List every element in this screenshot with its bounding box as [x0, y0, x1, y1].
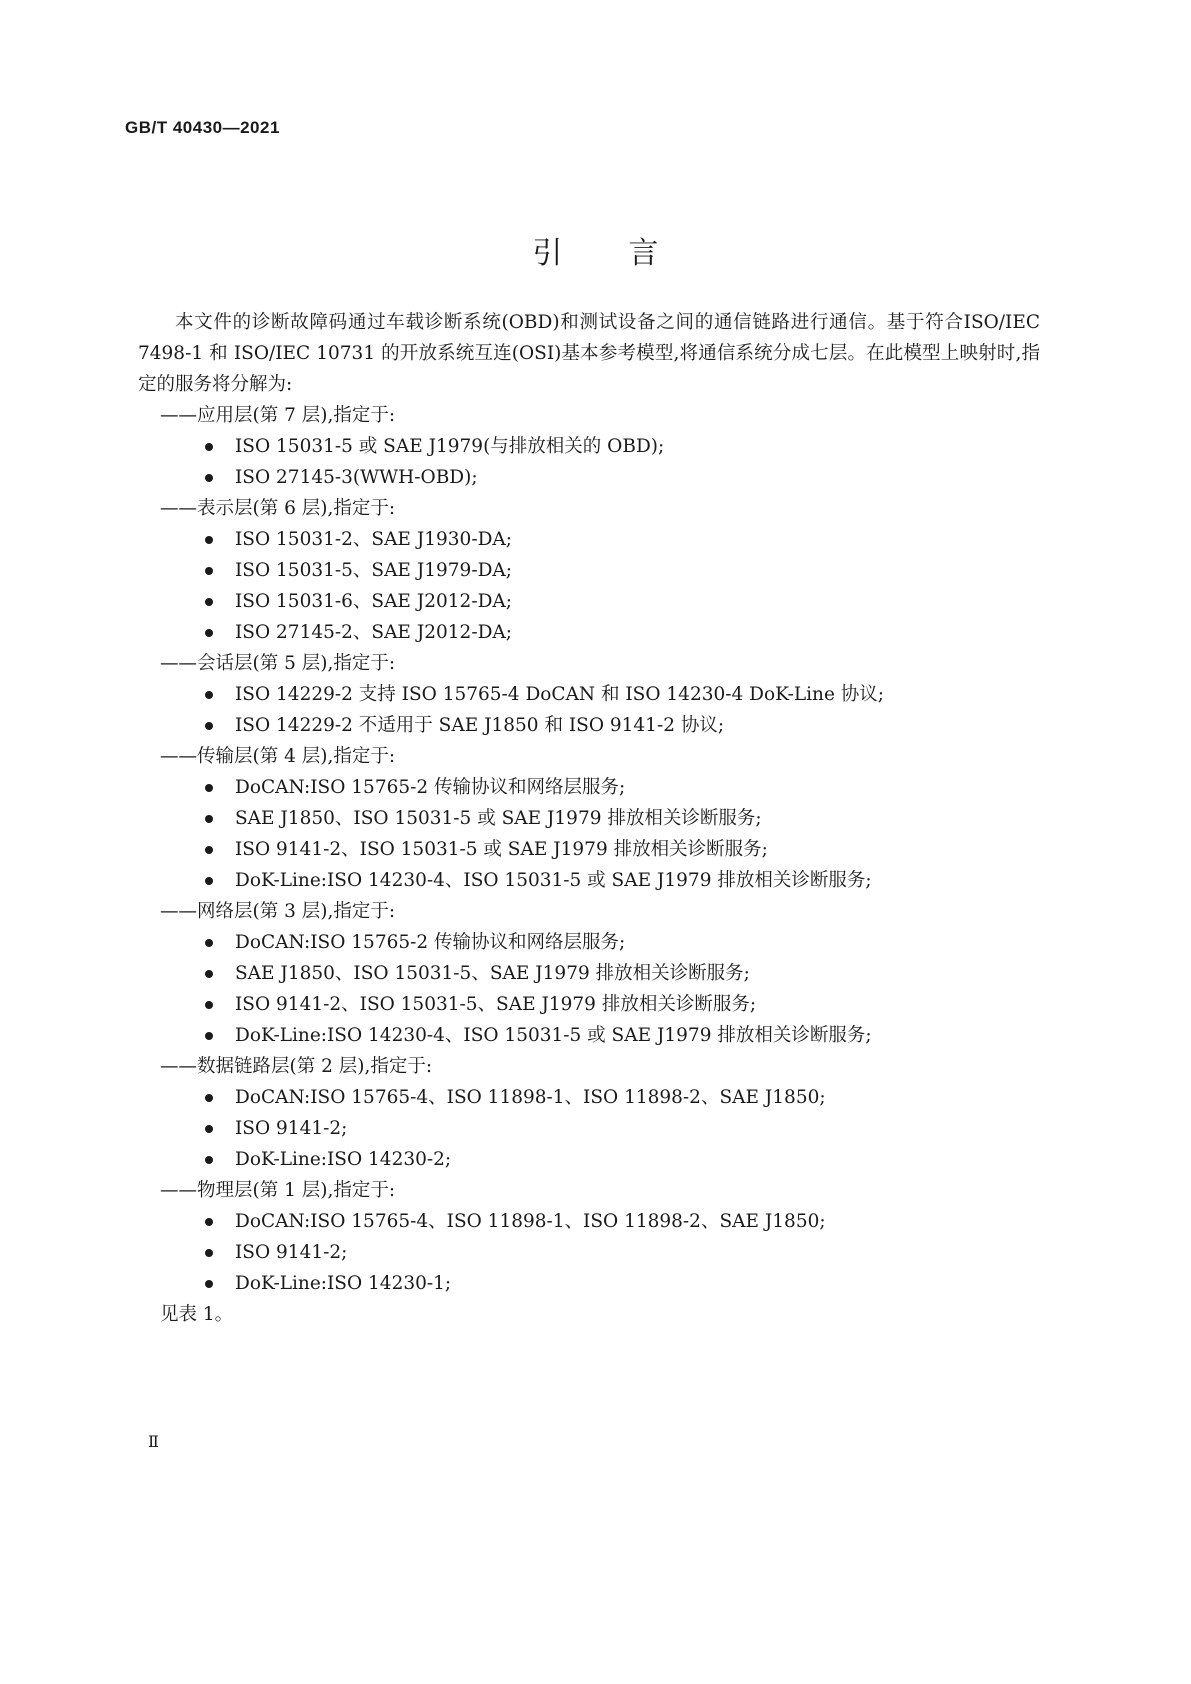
bullet-dot-icon [205, 1094, 213, 1102]
list-item [160, 1237, 1060, 1268]
bullet-dot-icon [205, 722, 213, 730]
list-item-text: ISO 9141-2、ISO 15031-5、SAE J1979 排放相关诊断服务; [235, 994, 757, 1015]
list-item [160, 462, 1060, 493]
bullet-dot-icon [205, 1125, 213, 1133]
list-item-text: SAE J1850、ISO 15031-5、SAE J1979 排放相关诊断服务; [235, 963, 750, 984]
bullet-dot-icon [205, 691, 213, 699]
list-item [160, 803, 1060, 834]
list-item-text: ISO 15031-6、SAE J2012-DA; [235, 591, 512, 612]
list-item-text: ISO 9141-2; [235, 1118, 348, 1139]
list-item [160, 958, 1060, 989]
list-item-text: DoCAN:ISO 15765-4、ISO 11898-1、ISO 11898-2、SAE J1850; [235, 1087, 826, 1108]
list-item-text: ISO 27145-3(WWH-OBD); [235, 467, 478, 488]
bullet-dot-icon [205, 1032, 213, 1040]
intro-paragraph: 本文件的诊断故障码通过车载诊断系统(OBD)和测试设备之间的通信链路进行通信。基于符合ISO/IEC 7498-1 和 ISO/IEC 10731 的开放系统互连(OSI)基本参考模型,将通信系统分成七层。在此模型上映射时,指定的服务将分解为: [138, 312, 1040, 395]
bullet-dot-icon [205, 629, 213, 637]
list-item-text: DoCAN:ISO 15765-2 传输协议和网络层服务; [235, 932, 626, 953]
list-item [160, 617, 1060, 648]
list-item-text: ISO 15031-5、SAE J1979-DA; [235, 560, 512, 581]
list-item [160, 1268, 1060, 1299]
list-item-text: ISO 15031-2、SAE J1930-DA; [235, 529, 512, 550]
list-item [160, 431, 1060, 462]
list-item [160, 524, 1060, 555]
layer-heading: ——网络层(第 3 层),指定于: [160, 901, 396, 922]
standard-number: GB/T 40430—2021 [125, 118, 280, 137]
list-item-text: ISO 14229-2 不适用于 SAE J1850 和 ISO 9141-2 协议; [235, 715, 725, 736]
page-number: Ⅱ [148, 1432, 159, 1451]
list-item [160, 989, 1060, 1020]
list-item [160, 710, 1060, 741]
document-body [138, 307, 1060, 1330]
list-item [160, 927, 1060, 958]
bullet-dot-icon [205, 1249, 213, 1257]
list-item-text: ISO 9141-2; [235, 1242, 348, 1263]
list-item-text: DoK-Line:ISO 14230-2; [235, 1149, 452, 1170]
list-item [160, 1020, 1060, 1051]
layer-list [160, 400, 1060, 1299]
bullet-dot-icon [205, 443, 213, 451]
layer-heading: ——数据链路层(第 2 层),指定于: [160, 1056, 433, 1077]
bullet-dot-icon [205, 815, 213, 823]
list-item [160, 555, 1060, 586]
bullet-dot-icon [205, 877, 213, 885]
list-item [160, 834, 1060, 865]
list-item-text: DoK-Line:ISO 14230-1; [235, 1273, 452, 1294]
list-item [160, 772, 1060, 803]
list-item [160, 679, 1060, 710]
layer-heading: ——应用层(第 7 层),指定于: [160, 405, 396, 426]
bullet-dot-icon [205, 1001, 213, 1009]
bullet-dot-icon [205, 1218, 213, 1226]
layer-heading: ——会话层(第 5 层),指定于: [160, 653, 396, 674]
closing-note: 见表 1。 [160, 1304, 234, 1325]
list-item [160, 586, 1060, 617]
list-item-text: ISO 9141-2、ISO 15031-5 或 SAE J1979 排放相关诊断服务; [235, 839, 768, 860]
layer-heading: ——物理层(第 1 层),指定于: [160, 1180, 396, 1201]
list-item-text: SAE J1850、ISO 15031-5 或 SAE J1979 排放相关诊断服务; [235, 808, 762, 829]
list-item [160, 1082, 1060, 1113]
bullet-dot-icon [205, 939, 213, 947]
list-item [160, 1144, 1060, 1175]
bullet-dot-icon [205, 1280, 213, 1288]
bullet-dot-icon [205, 784, 213, 792]
bullet-dot-icon [205, 1156, 213, 1164]
list-item-text: ISO 14229-2 支持 ISO 15765-4 DoCAN 和 ISO 14230-4 DoK-Line 协议; [235, 684, 885, 705]
bullet-dot-icon [205, 970, 213, 978]
list-item-text: DoCAN:ISO 15765-2 传输协议和网络层服务; [235, 777, 626, 798]
list-item-text: DoK-Line:ISO 14230-4、ISO 15031-5 或 SAE J1979 排放相关诊断服务; [235, 1025, 872, 1046]
list-item [160, 1206, 1060, 1237]
list-item-text: DoCAN:ISO 15765-4、ISO 11898-1、ISO 11898-2、SAE J1850; [235, 1211, 826, 1232]
page-title: 引 言 [532, 236, 659, 271]
list-item-text: DoK-Line:ISO 14230-4、ISO 15031-5 或 SAE J1979 排放相关诊断服务; [235, 870, 872, 891]
bullet-dot-icon [205, 474, 213, 482]
layer-heading: ——传输层(第 4 层),指定于: [160, 746, 396, 767]
list-item [160, 1113, 1060, 1144]
list-item [160, 865, 1060, 896]
bullet-dot-icon [205, 598, 213, 606]
layer-heading: ——表示层(第 6 层),指定于: [160, 498, 396, 519]
bullet-dot-icon [205, 567, 213, 575]
list-item-text: ISO 15031-5 或 SAE J1979(与排放相关的 OBD); [235, 436, 665, 457]
list-item-text: ISO 27145-2、SAE J2012-DA; [235, 622, 512, 643]
bullet-dot-icon [205, 536, 213, 544]
bullet-dot-icon [205, 846, 213, 854]
